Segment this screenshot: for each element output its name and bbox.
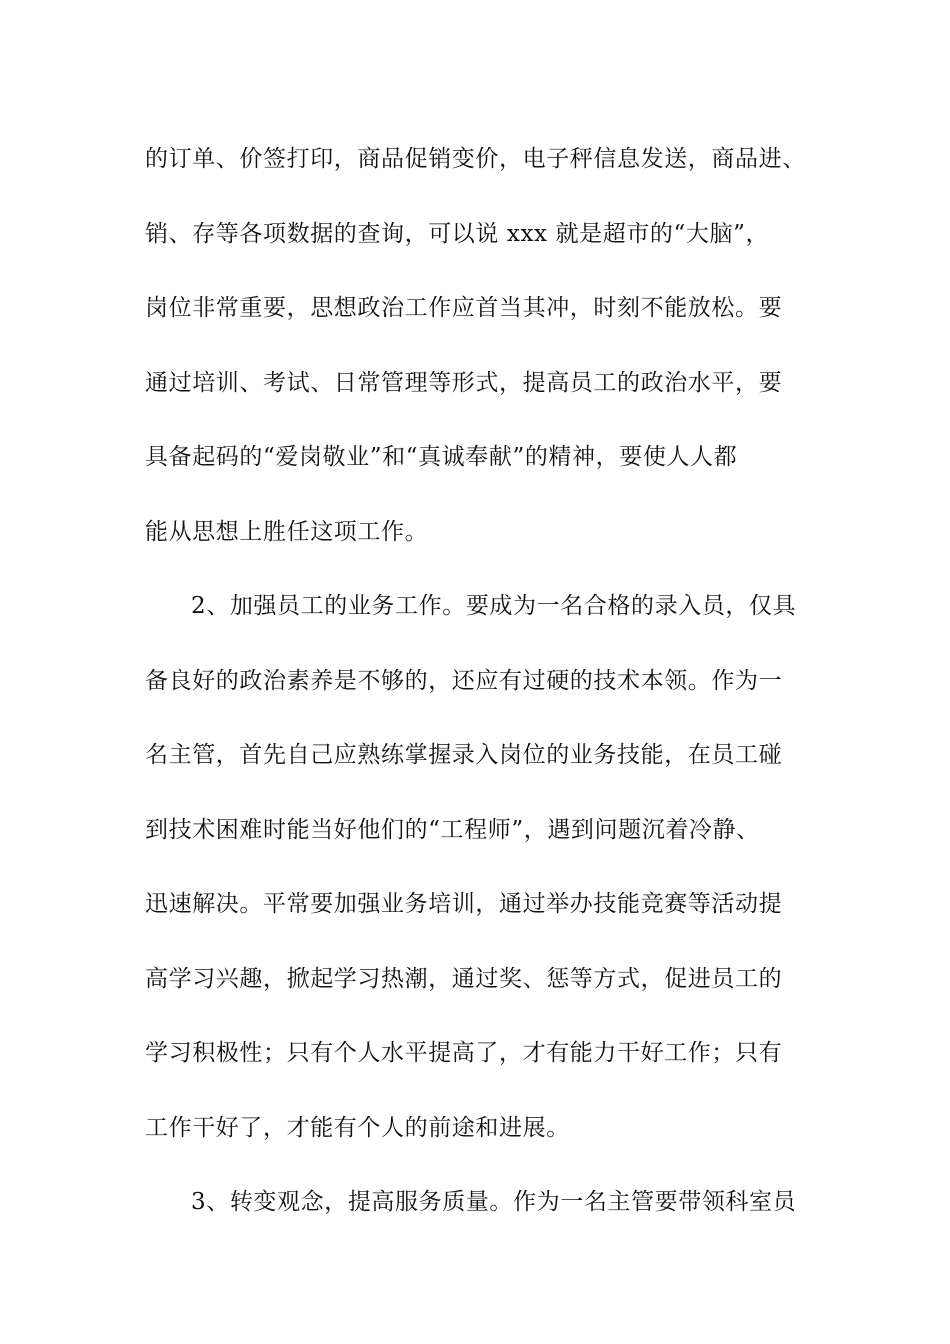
text-line: 备良好的政治素养是不够的，还应有过硬的技术本领。作为一: [145, 667, 783, 694]
text-line: 到技术困难时能当好他们的“工程师”，遇到问题沉着冷静、: [145, 816, 760, 843]
text-line: 学习积极性；只有个人水平提高了，才有能力干好工作；只有: [145, 1040, 783, 1066]
document-body: [145, 122, 845, 1240]
text-line: 通过培训、考试、日常管理等形式，提高员工的政治水平，要: [145, 369, 783, 396]
paragraph-3-start: 3、转变观念，提高服务质量。作为一名主管要带领科室员: [191, 1189, 797, 1215]
text-line: 能从思想上胜任这项工作。: [145, 518, 429, 545]
text-line: 岗位非常重要，思想政治工作应首当其冲，时刻不能放松。要: [145, 295, 783, 321]
text-line: 迅速解决。平常要加强业务培训，通过举办技能竞赛等活动提: [145, 891, 783, 917]
paragraph-2-start: 2、加强员工的业务工作。要成为一名合格的录入员，仅具: [191, 593, 797, 619]
text-line: 名主管，首先自己应熟练掌握录入岗位的业务技能，在员工碰: [145, 742, 783, 768]
text-line: 销、存等各项数据的查询，可以说 xxx 就是超市的“大脑”，: [145, 220, 770, 247]
text-line: 具备起码的“爱岗敬业”和“真诚奉献”的精神，要使人人都: [145, 444, 738, 470]
text-line: 的订单、价签打印，商品促销变价，电子秤信息发送，商品进、: [145, 146, 806, 172]
text-line: 高学习兴趣，掀起学习热潮，通过奖、惩等方式，促进员工的: [145, 965, 783, 992]
text-line: 工作干好了，才能有个人的前途和进展。: [145, 1114, 570, 1141]
